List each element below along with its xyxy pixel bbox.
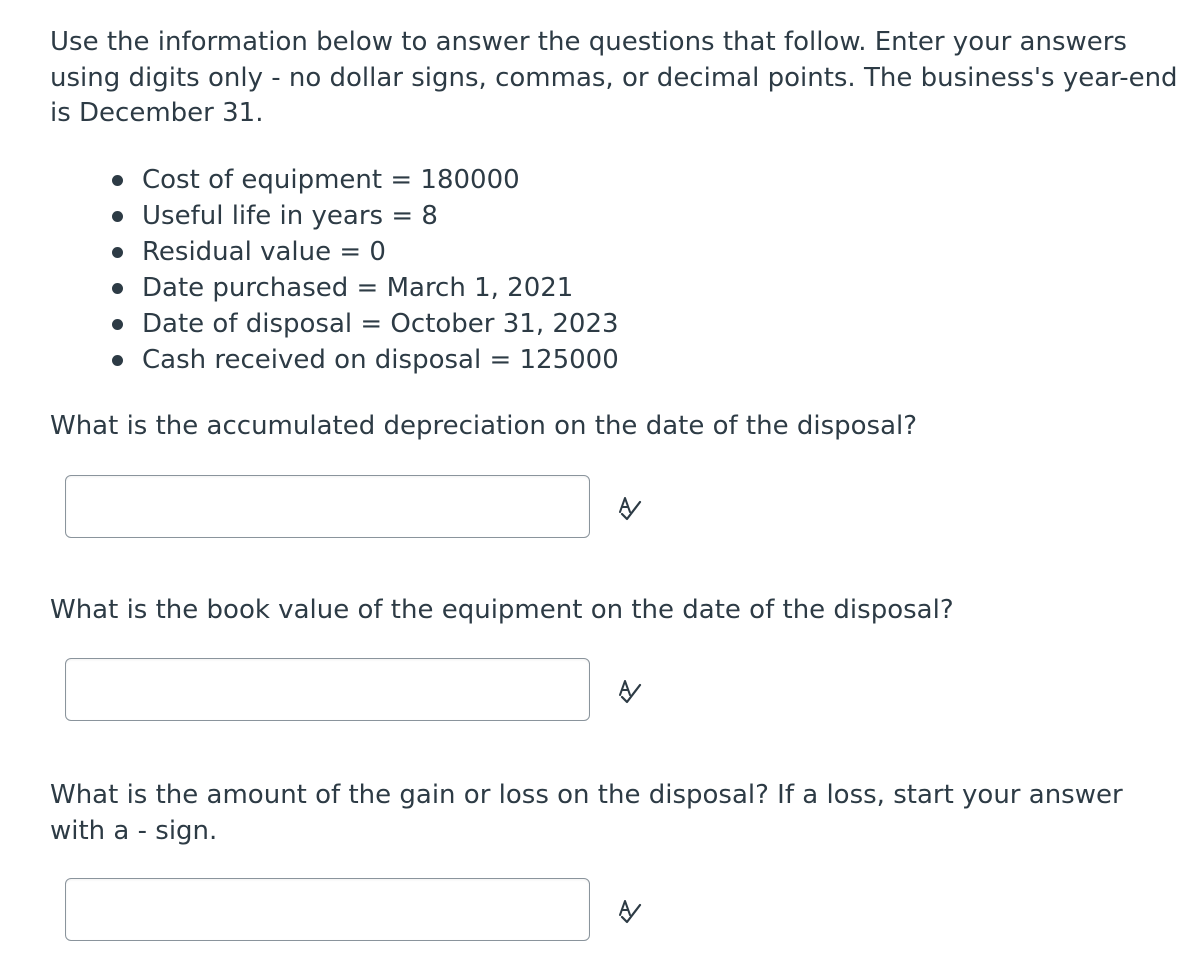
spell-check-icon[interactable]	[614, 492, 646, 524]
accumulated-depreciation-input[interactable]	[66, 476, 589, 537]
spell-check-icon[interactable]	[614, 675, 646, 707]
answer-box-gain-loss	[65, 878, 590, 941]
answer-box-book-value	[65, 658, 590, 721]
answer-box-accumulated-depreciation	[65, 475, 590, 538]
fact-text: Date purchased = March 1, 2021	[142, 273, 574, 303]
fact-text: Residual value = 0	[142, 237, 386, 267]
question-gain-loss-line-1: What is the amount of the gain or loss on the disposal? If a loss, start your answer	[50, 780, 1123, 810]
bullet-icon	[112, 283, 123, 294]
instructions-line-1: Use the information below to answer the questions that follow. Enter your answers	[50, 27, 1127, 57]
bullet-icon	[112, 211, 123, 222]
list-item	[104, 234, 619, 270]
question-gain-loss	[50, 777, 1123, 849]
instructions	[50, 25, 1204, 132]
gain-loss-input[interactable]	[66, 879, 589, 940]
bullet-icon	[112, 319, 123, 330]
fact-text: Date of disposal = October 31, 2023	[142, 309, 619, 339]
fact-text: Cash received on disposal = 125000	[142, 345, 619, 375]
bullet-icon	[112, 247, 123, 258]
list-item	[104, 270, 619, 306]
list-item	[104, 198, 619, 234]
spell-check-icon[interactable]	[614, 895, 646, 927]
list-item	[104, 162, 619, 198]
facts-list	[104, 162, 619, 378]
instructions-line-3: is December 31.	[50, 98, 264, 128]
bullet-icon	[112, 175, 123, 186]
question-book-value: What is the book value of the equipment on the date of the disposal?	[50, 595, 954, 625]
fact-text: Cost of equipment = 180000	[142, 165, 520, 195]
bullet-icon	[112, 355, 123, 366]
fact-text: Useful life in years = 8	[142, 201, 438, 231]
list-item	[104, 306, 619, 342]
book-value-input[interactable]	[66, 659, 589, 720]
instructions-line-2: using digits only - no dollar signs, commas, or decimal points. The business's year-end	[50, 62, 1178, 93]
question-gain-loss-line-2: with a - sign.	[50, 816, 218, 846]
question-accumulated-depreciation: What is the accumulated depreciation on the date of the disposal?	[50, 411, 918, 441]
list-item	[104, 342, 619, 378]
